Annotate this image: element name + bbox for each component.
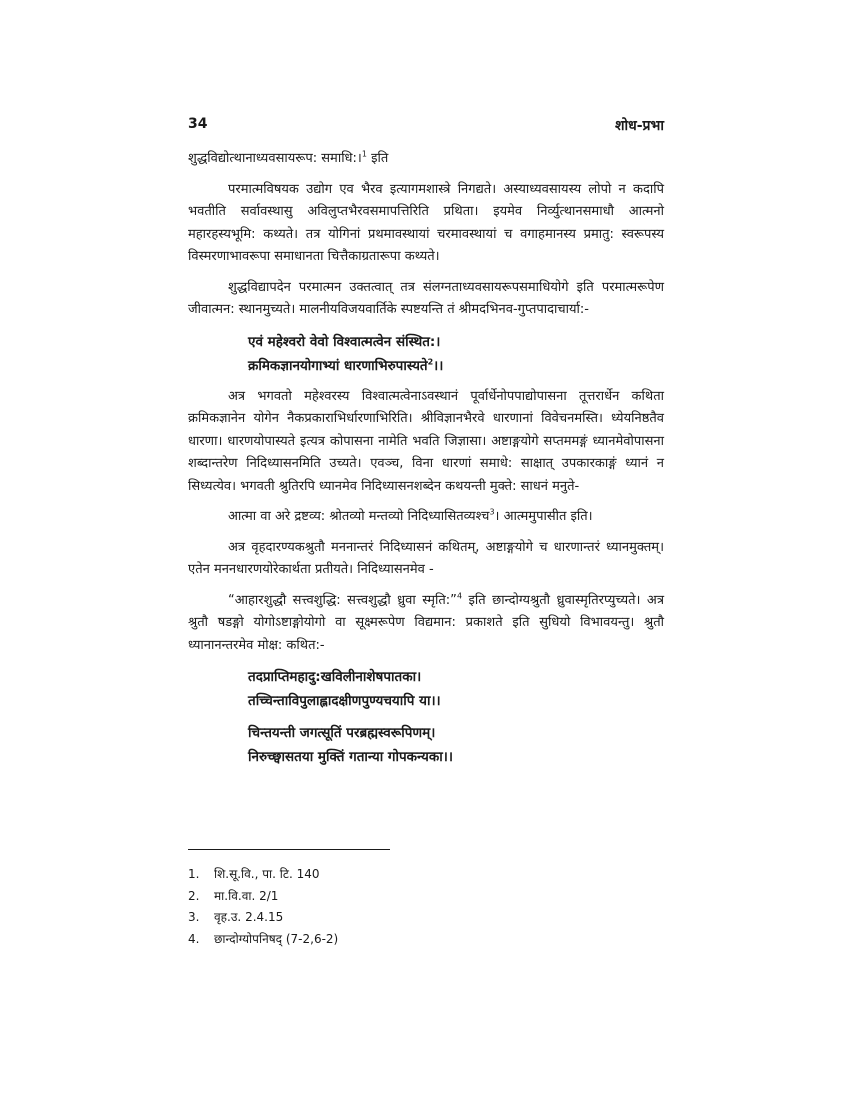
verse-block-1	[248, 330, 664, 378]
footnote-ref-4[interactable]: 4	[456, 591, 463, 601]
paragraph-5	[188, 506, 664, 529]
footnote-number: 4.	[188, 931, 200, 946]
verse-line	[248, 354, 664, 378]
paragraph-4: अत्र भगवतो महेश्वरस्य विश्वात्मत्वेनाऽवस्थानं पूर्वार्धेनोपपाद्योपासना तूत्तरार्धेन कथिता क्रमिकज्ञानेन योगेन नैकप्रकाराभिर्धारणाभिरिति। श्रीविज्ञानभैरवे धारणानां विवेचनमस्ति। ध्येयनिष्ठतैव धारणा। धारणयोपास्यते इत्यत्र कोपासना नामेति भवति जिज्ञासा। अष्टाङ्गयोगे सप्तममङ्गं ध्यानमेवोपासना शब्दान्तरेण निदिध्यासनमिति उच्यते। एवञ्च, विना धारणां समाधे: साक्षात् उपकारकाङ्गं ध्यानं न सिध्यत्येव। भगवती श्रुतिरपि ध्यानमेव निदिध्यासनशब्देन कथयन्ती मुक्ते: साधनं मनुते-	[188, 388, 664, 494]
paragraph-1-text: शुद्धविद्योत्थानाध्यवसायरूप: समाधि:।	[188, 151, 362, 166]
footnote-item	[188, 886, 664, 908]
paragraph-1	[188, 148, 664, 171]
footnote-item	[188, 864, 664, 886]
paragraph-7-quote: “आहारशुद्धौ सत्त्वशुद्धि: सत्त्वशुद्धौ ध्रुवा स्मृति:”	[228, 592, 457, 608]
footnote-ref-1[interactable]: 1	[361, 149, 367, 159]
verse-line: निरुच्छ्वासतया मुक्तिं गतान्या गोपकन्यका।।	[248, 749, 453, 765]
paragraph-1-tail: इति	[366, 151, 389, 166]
verse-line: एवं महेश्वरो वेवो विश्वात्मत्वेन संस्थित:।	[248, 333, 441, 350]
paragraph-5-text: आत्मा वा अरे द्रष्टव्य: श्रोतव्यो मन्तव्यो निदिध्यासितव्यश्च	[228, 509, 490, 524]
paragraph-7	[188, 590, 664, 658]
footnote-text: मा.वि.वा. 2/1	[214, 888, 279, 903]
footnote-text: छान्दोग्योपनिषद् (7-2,6-2)	[214, 931, 339, 946]
verse-line: तदप्राप्तिमहादु:खविलीनाशेषपातका।	[248, 669, 422, 685]
paragraph-5-tail: । आत्ममुपासीत इति।	[494, 509, 593, 524]
paragraph-2: परमात्मविषयक उद्योग एव भैरव इत्यागमशास्त्रे निगद्यते। अस्याध्यवसायस्य लोपो न कदापि भवतीति सर्वावस्थासु अविलुप्तभैरवसमापत्तिरिति प्रथिता। इयमेव निर्व्युत्थानसमाधौ आत्मनो महारहस्यभूमि: कथ्यते। तत्र योगिनां प्रथमावस्थायां चरमावस्थायां च वगाहमानस्य प्रमातु: स्वरूपस्य विस्मरणाभावरूपा समाधानता चित्तैकाग्रतारूपा कथ्यते।	[188, 181, 664, 264]
page-number: 34	[188, 116, 208, 132]
footnotes-list	[188, 864, 664, 950]
footnote-item	[188, 929, 664, 951]
footnote-ref-3[interactable]: 3	[489, 507, 495, 517]
paragraph-3: शुद्धविद्यापदेन परमात्मन उक्तत्वात् तत्र संलग्नताध्यवसायरूपसमाधियोगे इति परमात्मरूपेण जीवात्मन: स्थानमुच्यते। मालनीयविजयवार्तिके स्पष्टयन्ति तं श्रीमदभिनव-गुप्तपादाचार्या:-	[188, 279, 664, 317]
running-header	[188, 116, 664, 138]
verse-line: तच्चिन्ताविपुलाह्लादक्षीणपुण्यचयापि या।।	[248, 693, 441, 709]
footnote-number: 1.	[188, 867, 200, 881]
paragraph-6: अत्र वृहदारण्यकश्रुतौ मननान्तरं निदिध्यासनं कथितम्, अष्टाङ्गयोगे च धारणान्तरं ध्यानमुक्तम्। एतेन मननधारणयोरेकार्थता प्रतीयते। निदिध्यासनमेव -	[188, 539, 664, 577]
verse-block-3	[248, 721, 664, 769]
document-page	[188, 0, 664, 1100]
footnote-text: शि.सू.वि., पा. टि. 140	[214, 867, 320, 881]
paragraph-7-tail: इति छान्दोग्यश्रुतौ ध्रुवास्मृतिरप्युच्यते। अत्र श्रुतौ षडङ्गो योगोऽष्टाङ्गोयोगो वा सूक्ष्मरूपेण विद्यमान: प्रकाशते इति सुधियो विभावयन्तु। श्रुतौ ध्यानानन्तरमेव मोक्ष: कथित:-	[188, 592, 665, 653]
verse-line: चिन्तयन्ती जगत्सूतिं परब्रह्मस्वरूपिणम्।	[248, 725, 436, 741]
journal-title: शोध-प्रभा	[614, 118, 664, 134]
footnote-ref-2[interactable]: 2	[427, 357, 434, 366]
footnote-item	[188, 907, 664, 929]
footnote-number: 2.	[188, 888, 200, 903]
verse-block-2	[248, 665, 664, 713]
verse-line-end: ।।	[433, 357, 444, 374]
verse-line-text: क्रमिकज्ञानयोगाभ्यां धारणाभिरुपास्यते	[248, 357, 428, 374]
footnote-divider	[188, 849, 390, 850]
footnote-text: वृह.उ. 2.4.15	[214, 910, 284, 924]
footnote-number: 3.	[188, 910, 200, 924]
body-text	[188, 148, 664, 777]
